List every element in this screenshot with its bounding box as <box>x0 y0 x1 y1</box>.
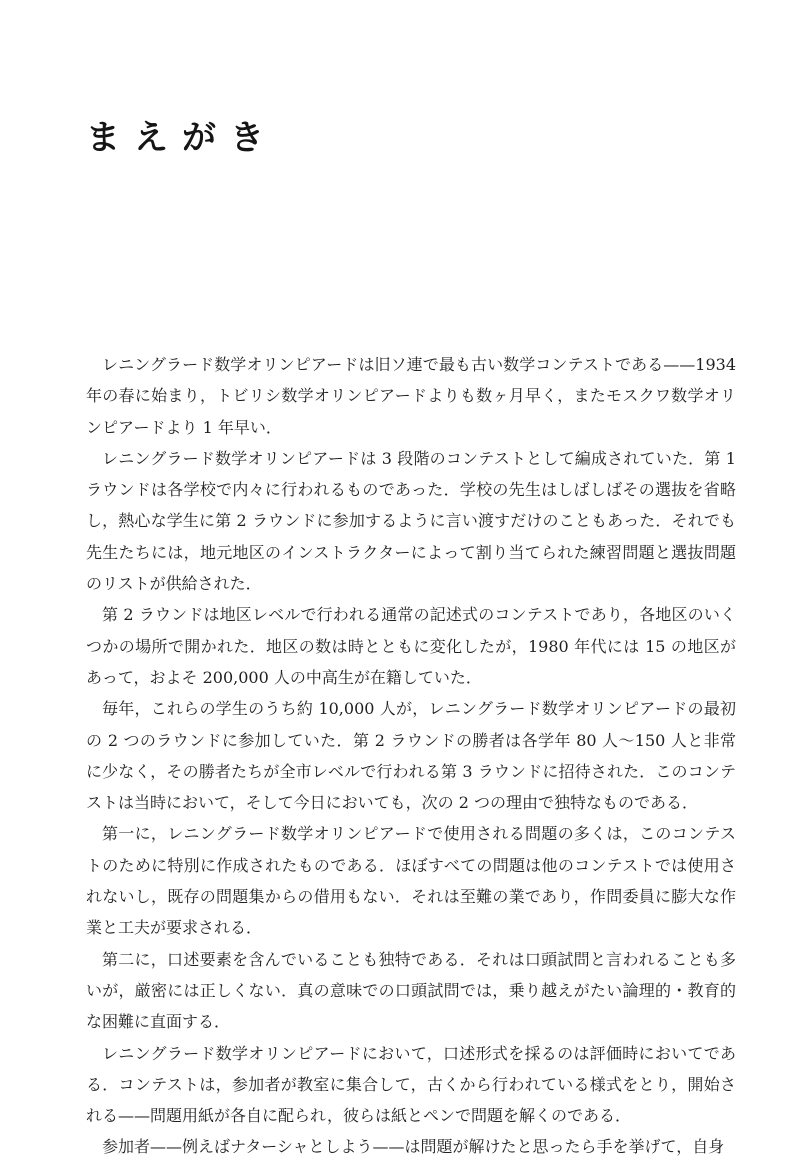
paragraph: 参加者——例えばナターシャとしよう——は問題が解けたと思ったら手を挙げて，自身 <box>102 1137 725 1157</box>
chapter-title: まえがき <box>86 118 278 158</box>
preface-body <box>86 349 736 1163</box>
paragraph: レニングラード数学オリンピアードにおいて，口述形式を採るのは評価時においてである．コンテストは，参加者が教室に集合して，古くから行われている様式をとり，開始される——問題用紙が各自に配られ，彼らは紙とペンで問題を解くのである． <box>86 1043 736 1126</box>
paragraph: 第一に，レニングラード数学オリンピアードで使用される問題の多くは，このコンテストのために特別に作成されたものである．ほぼすべての問題は他のコンテストでは使用されないし，既存の問題集からの借用もない．それは至難の業であり，作問委員に膨大な作業と工夫が要求される． <box>86 824 736 938</box>
paragraph: レニングラード数学オリンピアードは旧ソ連で最も古い数学コンテストである——1934 年の春に始まり，トビリシ数学オリンピアードよりも数ヶ月早く，またモスクワ数学オリンピアードより 1 年早い． <box>86 355 736 437</box>
paragraph: レニングラード数学オリンピアードは 3 段階のコンテストとして編成されていた．第 1 ラウンドは各学校で内々に行われるものであった．学校の先生はしばしばその選抜を省略し，熱心な学生に第 2 ラウンドに参加するように言い渡すだけのこともあった．それでも先生たちには，地元地区のインストラクターによって割り当てられた練習問題と選抜問題のリストが供給された． <box>86 448 736 594</box>
paragraph: 毎年，これらの学生のうち約 10,000 人が，レニングラード数学オリンピアードの最初の 2 つのラウンドに参加していた．第 2 ラウンドの勝者は各学年 80 人〜150 人と非常に少なく，その勝者たちが全市レベルで行われる第 3 ラウンドに招待された．このコンテストは当時において，そして今日においても，次の 2 つの理由で独特なものである． <box>86 699 736 813</box>
paragraph: 第二に，口述要素を含んでいることも独特である．それは口頭試問と言われることも多いが，厳密には正しくない．真の意味での口頭試問では，乗り越えがたい論理的・教育的な困難に直面する． <box>86 949 736 1032</box>
paragraph: 第 2 ラウンドは地区レベルで行われる通常の記述式のコンテストであり，各地区のいくつかの場所で開かれた．地区の数は時とともに変化したが，1980 年代には 15 の地区があって，およそ 200,000 人の中高生が在籍していた． <box>86 605 736 687</box>
